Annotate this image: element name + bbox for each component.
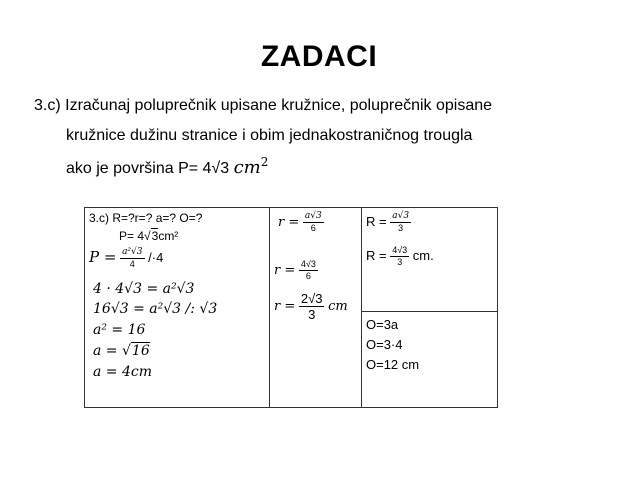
inradius-substitute-line: r = $\frac{4√3}{6}$ [274,259,316,281]
step-divide-line: 16√3 = a²√3 /: √3 [93,301,218,317]
solution-col-side [85,208,270,408]
perimeter-substitute-line: O=3·4 [366,337,403,352]
inradius-result-line: r = $\frac{2√3}{3}$ cm [274,291,348,322]
side-squared-line: a² = 16 [93,322,146,338]
circumradius-result-line: R = $\frac{4√3}{3}$ cm. [366,245,434,267]
task-line-1: 3.c) Izračunaj poluprečnik upisane kružnice, poluprečnik opisane [34,97,493,114]
task-line-3 [66,155,268,178]
perimeter-result-line: O=12 cm [366,357,420,372]
solution-col-perimeter [362,312,498,408]
task-area-unit: $cm^2$ [233,155,269,178]
unknowns-line: 3.c) R=?r=? a=? O=? [89,211,203,225]
solution-table [84,207,498,408]
solution-col-inradius [270,208,362,408]
circumradius-formula-line: R = $\frac{a√3}{3}$ [366,211,410,233]
step-multiply-line: 4 · 4√3 = a²√3 [93,281,195,297]
solution-col-circumradius [362,208,498,312]
given-area-line: P= 4√3cm² [119,229,179,243]
side-result-line: a = 4cm [93,364,153,380]
page-title: ZADACI [260,40,378,73]
area-formula-line: P = $\frac{\text{a²√3}}{4}$ /·4 [89,247,164,269]
perimeter-formula-line: O=3a [366,317,399,332]
side-root-line: a = √16 [93,343,150,359]
task-line-2: kružnice dužinu stranice i obim jednakostraničnog trougla [66,127,473,144]
task-area-value: ako je površina P= 4√3 [66,160,230,177]
inradius-formula-line: r = $\frac{a√3}{6}$ [278,211,322,233]
